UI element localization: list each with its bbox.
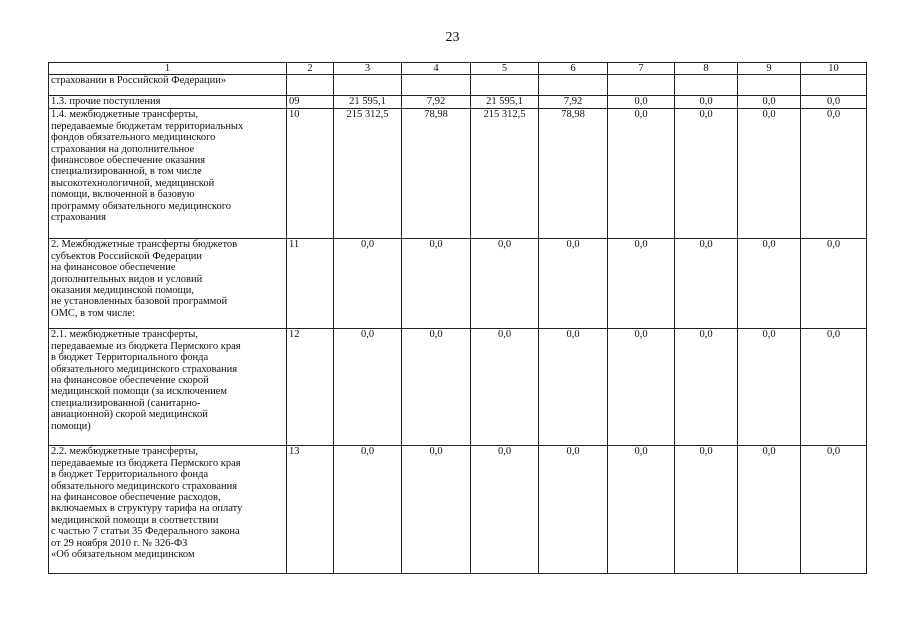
value-cell (675, 75, 738, 96)
value-cell: 21 595,1 (471, 96, 539, 109)
table-row (49, 329, 867, 446)
table-row (49, 239, 867, 329)
header-cell: 10 (801, 63, 867, 75)
value-cell: 0,0 (608, 109, 675, 239)
row-name-line: страхования на дополнительное (51, 143, 195, 155)
row-name-cell (49, 96, 287, 109)
header-cell: 3 (334, 63, 402, 75)
row-name-line: передаваемые бюджетам территориальных (51, 120, 244, 132)
value-cell: 0,0 (675, 109, 738, 239)
row-name-line: от 29 ноября 2010 г. № 326-ФЗ (51, 537, 188, 549)
header-cell: 5 (471, 63, 539, 75)
value-cell: 0,0 (738, 96, 801, 109)
table-row (49, 75, 867, 96)
value-cell: 7,92 (539, 96, 608, 109)
row-name-line: оказания медицинской помощи, (51, 285, 194, 297)
row-name-line: специализированной, в том числе (51, 166, 202, 178)
value-cell: 215 312,5 (471, 109, 539, 239)
row-name-line: «Об обязательном медицинском (51, 549, 195, 561)
value-cell: 0,0 (801, 446, 867, 574)
row-name-line: высокотехнологичной, медицинской (51, 177, 215, 189)
header-cell: 7 (608, 63, 675, 75)
header-cell: 9 (738, 63, 801, 75)
header-cell: 4 (402, 63, 471, 75)
row-name-line: передаваемые из бюджета Пермского края (51, 340, 241, 352)
row-name-line: в бюджет Территориального фонда (51, 469, 209, 481)
row-name-cell (49, 75, 287, 96)
row-name-line: обязательного медицинского страхования (51, 480, 238, 492)
row-name-line: медицинской помощи (за исключением (51, 386, 228, 398)
value-cell: 78,98 (539, 109, 608, 239)
value-cell: 0,0 (539, 446, 608, 574)
row-name-line: помощи) (51, 420, 91, 432)
row-name-line: на финансовое обеспечение скорой (51, 375, 209, 387)
row-name-line: на финансовое обеспечение (51, 262, 176, 274)
value-cell: 0,0 (801, 329, 867, 446)
row-name-cell (49, 329, 287, 446)
row-name-line: 2.1. межбюджетные трансферты, (51, 329, 198, 341)
row-name-line: 2. Межбюджетные трансферты бюджетов (51, 239, 238, 251)
value-cell: 0,0 (738, 329, 801, 446)
row-name-line: на финансовое обеспечение расходов, (51, 492, 221, 504)
value-cell: 0,0 (608, 329, 675, 446)
row-name-line: 2.2. межбюджетные трансферты, (51, 446, 198, 458)
value-cell: 0,0 (471, 239, 539, 329)
value-cell: 0,0 (608, 239, 675, 329)
row-name-line: включаемых в структуру тарифа на оплату (51, 503, 243, 515)
value-cell: 7,92 (402, 96, 471, 109)
value-cell: 0,0 (608, 96, 675, 109)
row-name-line: фондов обязательного медицинского (51, 132, 216, 144)
value-cell: 0,0 (539, 239, 608, 329)
table-row (49, 446, 867, 574)
row-code-cell: 11 (287, 239, 334, 329)
row-name-line: 1.3. прочие поступления (51, 96, 161, 108)
row-name-cell (49, 239, 287, 329)
value-cell: 0,0 (402, 329, 471, 446)
value-cell: 0,0 (402, 239, 471, 329)
row-code-cell (287, 75, 334, 96)
value-cell (801, 75, 867, 96)
value-cell (738, 75, 801, 96)
row-name-line: медицинской помощи в соответствии (51, 514, 219, 526)
value-cell: 0,0 (738, 239, 801, 329)
value-cell: 0,0 (402, 446, 471, 574)
row-name-line: передаваемые из бюджета Пермского края (51, 457, 241, 469)
row-name-line: дополнительных видов и условий (51, 273, 203, 285)
value-cell (608, 75, 675, 96)
row-code-cell: 09 (287, 96, 334, 109)
value-cell (334, 75, 402, 96)
budget-table (48, 62, 867, 574)
value-cell: 0,0 (608, 446, 675, 574)
value-cell (402, 75, 471, 96)
row-name-cell (49, 109, 287, 239)
table-row (49, 96, 867, 109)
value-cell: 0,0 (738, 109, 801, 239)
value-cell: 21 595,1 (334, 96, 402, 109)
value-cell: 0,0 (334, 329, 402, 446)
row-name-line: не установленных базовой программой (51, 296, 228, 308)
row-name-line: помощи, включенной в базовую (51, 189, 195, 201)
row-name-line: финансовое обеспечение оказания (51, 155, 206, 167)
header-cell: 6 (539, 63, 608, 75)
value-cell (471, 75, 539, 96)
row-name-line: в бюджет Территориального фонда (51, 352, 209, 364)
row-name-line: 1.4. межбюджетные трансферты, (51, 109, 198, 121)
header-cell: 2 (287, 63, 334, 75)
value-cell: 0,0 (539, 329, 608, 446)
row-name-cell (49, 446, 287, 574)
value-cell: 0,0 (801, 109, 867, 239)
value-cell: 0,0 (675, 96, 738, 109)
value-cell: 78,98 (402, 109, 471, 239)
value-cell: 0,0 (334, 446, 402, 574)
value-cell: 0,0 (334, 239, 402, 329)
row-code-cell: 10 (287, 109, 334, 239)
row-name-line: субъектов Российской Федерации (51, 250, 203, 262)
value-cell: 215 312,5 (334, 109, 402, 239)
row-name-line: обязательного медицинского страхования (51, 363, 238, 375)
value-cell: 0,0 (675, 329, 738, 446)
row-name-line: специализированной (санитарно- (51, 397, 201, 409)
row-name-line: страхования (51, 212, 106, 224)
value-cell: 0,0 (675, 446, 738, 574)
table-row (49, 109, 867, 239)
row-name-line: с частью 7 статьи 35 Федерального закона (51, 526, 240, 538)
value-cell: 0,0 (738, 446, 801, 574)
row-name-line: страховании в Российской Федерации» (51, 75, 227, 87)
page-number: 23 (445, 30, 460, 45)
value-cell: 0,0 (471, 446, 539, 574)
row-code-cell: 12 (287, 329, 334, 446)
header-row (49, 63, 867, 75)
value-cell (539, 75, 608, 96)
row-name-line: программу обязательного медицинского (51, 200, 232, 212)
row-code-cell: 13 (287, 446, 334, 574)
row-name-line: ОМС, в том числе: (51, 307, 135, 319)
row-name-line: авиационной) скорой медицинской (51, 409, 208, 421)
header-cell: 8 (675, 63, 738, 75)
value-cell: 0,0 (471, 329, 539, 446)
header-cell: 1 (49, 63, 287, 75)
value-cell: 0,0 (801, 239, 867, 329)
value-cell: 0,0 (675, 239, 738, 329)
value-cell: 0,0 (801, 96, 867, 109)
